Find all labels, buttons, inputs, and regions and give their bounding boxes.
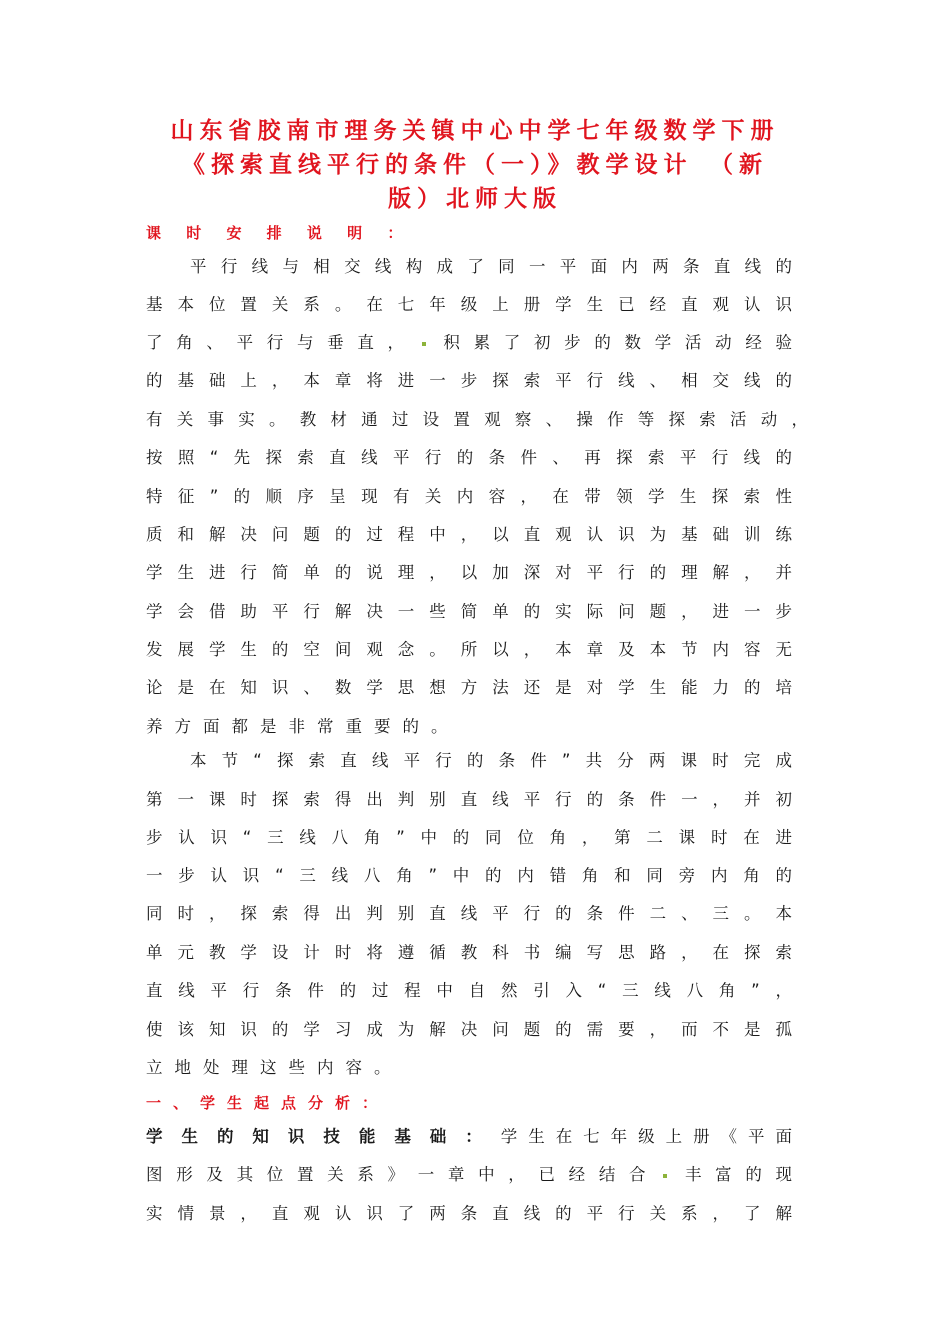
paragraph-line: 单元教学设计时将遵循教科书编写思路，在探索	[146, 943, 792, 962]
paragraph-line: 立地处理这些内容。	[146, 1058, 403, 1077]
paragraph-line: 本节“探索直线平行的条件”共分两课时完成	[190, 751, 792, 770]
paragraph-line: 使该知识的学习成为解决问题的需要，而不是孤	[146, 1020, 792, 1039]
paragraph-line: 特征”的顺序呈现有关内容，在带领学生探索性	[146, 487, 792, 506]
paragraph-line	[146, 1164, 792, 1186]
paragraph-line	[146, 1126, 792, 1148]
line-segment: 图形及其位置关系》一章中，已经结合	[146, 1165, 660, 1184]
paragraph-line	[146, 332, 792, 354]
line-segment: 积累了初步的数学活动经验	[429, 333, 793, 352]
green-mark-icon	[663, 1174, 667, 1178]
line-segment: 了角、平行与垂直，	[146, 333, 418, 352]
paragraph-line: 按照“先探索直线平行的条件、再探索平行线的	[146, 448, 792, 467]
green-mark-icon	[422, 342, 426, 346]
paragraph-line: 学会借助平行解决一些简单的实际问题，进一步	[146, 602, 792, 621]
paragraph-line: 有关事实。教材通过设置观察、操作等探索活动，	[146, 410, 808, 429]
line-segment: 学生在七年级上册《平面	[500, 1127, 793, 1146]
section-heading-student-analysis: 一、学生起点分析：	[146, 1094, 390, 1112]
paragraph-line: 第一课时探索得出判别直线平行的条件一，并初	[146, 790, 792, 809]
paragraph-line: 质和解决问题的过程中，以直观认识为基础训练	[146, 525, 792, 544]
line-segment: 丰富的现	[671, 1165, 793, 1184]
paragraph-line: 步认识“三线八角”中的同位角，第二课时在进	[146, 828, 792, 847]
paragraph-line: 养方面都是非常重要的。	[146, 717, 460, 736]
doc-title-line-1: 山东省胶南市理务关镇中心中学七年级数学下册	[170, 118, 780, 144]
doc-title-line-3: 版）北师大版	[388, 186, 562, 212]
paragraph-line: 论是在知识、数学思想方法还是对学生能力的培	[146, 678, 792, 697]
paragraph-line: 发展学生的空间观念。所以，本章及本节内容无	[146, 640, 792, 659]
paragraph-line: 同时，探索得出判别直线平行的条件二、三。本	[146, 904, 792, 923]
doc-title-line-2: 《探索直线平行的条件（一）》教学设计 （新	[182, 152, 768, 178]
paragraph-line: 基本位置关系。在七年级上册学生已经直观认识	[146, 295, 792, 314]
paragraph-line: 一步认识“三线八角”中的内错角和同旁内角的	[146, 866, 792, 885]
paragraph-line: 平行线与相交线构成了同一平面内两条直线的	[190, 257, 792, 276]
paragraph-line: 学生进行简单的说理，以加深对平行的理解，并	[146, 563, 792, 582]
bold-lead-text: 学生的知识技能基础：	[146, 1127, 501, 1146]
paragraph-line: 的基础上，本章将进一步探索平行线、相交线的	[146, 371, 792, 390]
section-heading-schedule: 课 时 安 排 说 明 ：	[146, 224, 413, 242]
paragraph-line: 实情景，直观认识了两条直线的平行关系，了解	[146, 1204, 792, 1223]
paragraph-line: 直线平行条件的过程中自然引入“三线八角”，	[146, 981, 792, 1000]
